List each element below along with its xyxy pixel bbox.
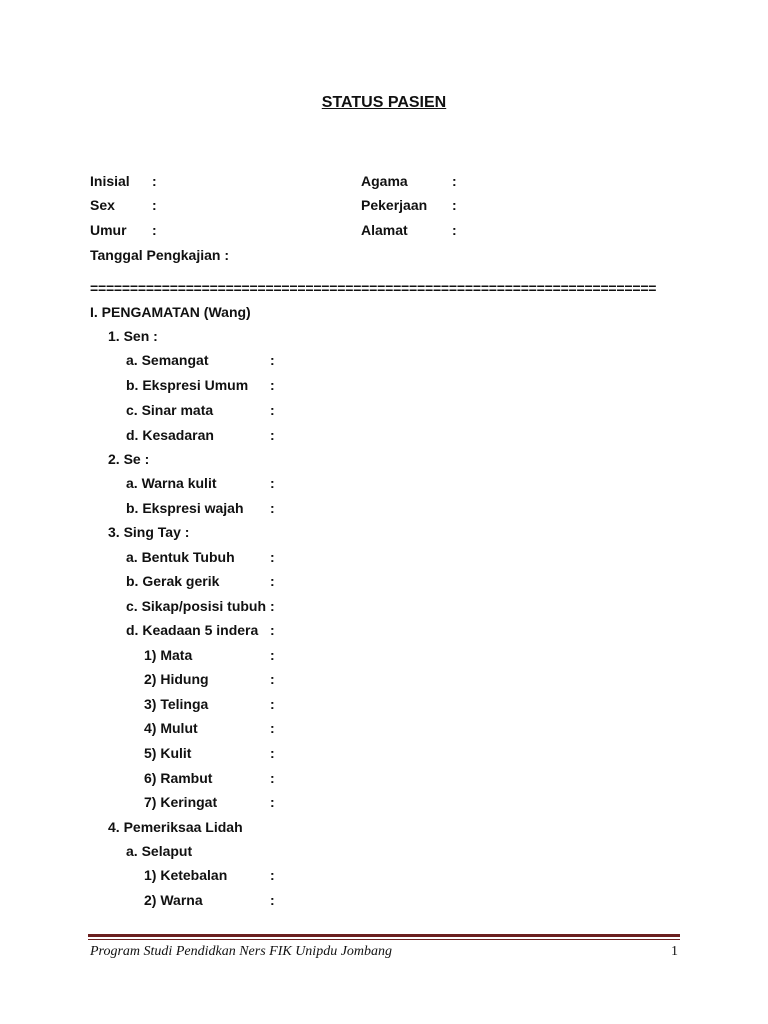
list-item: 3. Sing Tay : bbox=[108, 524, 190, 540]
field-colon: : bbox=[270, 573, 275, 589]
field-colon: : bbox=[270, 647, 275, 663]
section-heading: I. PENGAMATAN (Wang) bbox=[90, 304, 251, 320]
field-colon: : bbox=[152, 222, 157, 238]
list-item: 3) Telinga bbox=[144, 696, 209, 712]
list-item: 1) Ketebalan bbox=[144, 867, 228, 883]
field-colon: : bbox=[270, 671, 275, 687]
field-colon: : bbox=[452, 197, 457, 213]
list-item: a. Semangat bbox=[126, 352, 209, 368]
field-label-alamat: Alamat bbox=[361, 222, 408, 238]
list-item: 4. Pemeriksaa Lidah bbox=[108, 819, 243, 835]
field-colon: : bbox=[270, 892, 275, 908]
field-colon: : bbox=[152, 197, 157, 213]
list-item: b. Ekspresi wajah bbox=[126, 500, 244, 516]
list-item: d. Keadaan 5 indera bbox=[126, 622, 259, 638]
field-colon: : bbox=[270, 745, 275, 761]
list-item: d. Kesadaran bbox=[126, 427, 214, 443]
field-colon: : bbox=[270, 696, 275, 712]
field-colon: : bbox=[270, 770, 275, 786]
list-item: 2. Se : bbox=[108, 451, 150, 467]
list-item: 2) Warna bbox=[144, 892, 203, 908]
list-item: 2) Hidung bbox=[144, 671, 209, 687]
list-item: 6) Rambut bbox=[144, 770, 213, 786]
list-item: b. Ekspresi Umum bbox=[126, 377, 249, 393]
field-label-sex: Sex bbox=[90, 197, 115, 213]
field-label-umur: Umur bbox=[90, 222, 127, 238]
field-label-pekerjaan: Pekerjaan bbox=[361, 197, 428, 213]
field-colon: : bbox=[270, 622, 275, 638]
field-colon: : bbox=[270, 352, 275, 368]
list-item: 1. Sen : bbox=[108, 328, 158, 344]
list-item: 7) Keringat bbox=[144, 794, 218, 810]
list-item: b. Gerak gerik bbox=[126, 573, 220, 589]
field-colon: : bbox=[270, 500, 275, 516]
field-colon: : bbox=[270, 794, 275, 810]
list-item: a. Bentuk Tubuh bbox=[126, 549, 235, 565]
list-item: 1) Mata bbox=[144, 647, 193, 663]
list-item: a. Selaput bbox=[126, 843, 193, 859]
field-colon: : bbox=[270, 867, 275, 883]
field-colon: : bbox=[452, 173, 457, 189]
field-colon: : bbox=[270, 720, 275, 736]
field-colon: : bbox=[270, 377, 275, 393]
field-label-tanggal-pengkajian: Tanggal Pengkajian : bbox=[90, 247, 229, 263]
list-item: c. Sikap/posisi tubuh bbox=[126, 598, 267, 614]
page-number: 1 bbox=[671, 944, 678, 959]
field-label-agama: Agama bbox=[361, 173, 408, 189]
field-label-inisial: Inisial bbox=[90, 173, 130, 189]
field-colon: : bbox=[270, 475, 275, 491]
footer-rule-thin bbox=[88, 939, 680, 940]
list-item: 5) Kulit bbox=[144, 745, 192, 761]
separator-line: ======================================================================= bbox=[90, 280, 656, 296]
field-colon: : bbox=[452, 222, 457, 238]
list-item: a. Warna kulit bbox=[126, 475, 217, 491]
document-title: STATUS PASIEN bbox=[321, 94, 447, 111]
footer-rule-thick bbox=[88, 934, 680, 937]
list-item: 4) Mulut bbox=[144, 720, 198, 736]
list-item: c. Sinar mata bbox=[126, 402, 214, 418]
field-colon: : bbox=[270, 402, 275, 418]
field-colon: : bbox=[270, 427, 275, 443]
field-colon: : bbox=[270, 549, 275, 565]
field-colon: : bbox=[152, 173, 157, 189]
footer-text: Program Studi Pendidkan Ners FIK Unipdu Jombang bbox=[90, 944, 393, 959]
field-colon: : bbox=[270, 598, 275, 614]
